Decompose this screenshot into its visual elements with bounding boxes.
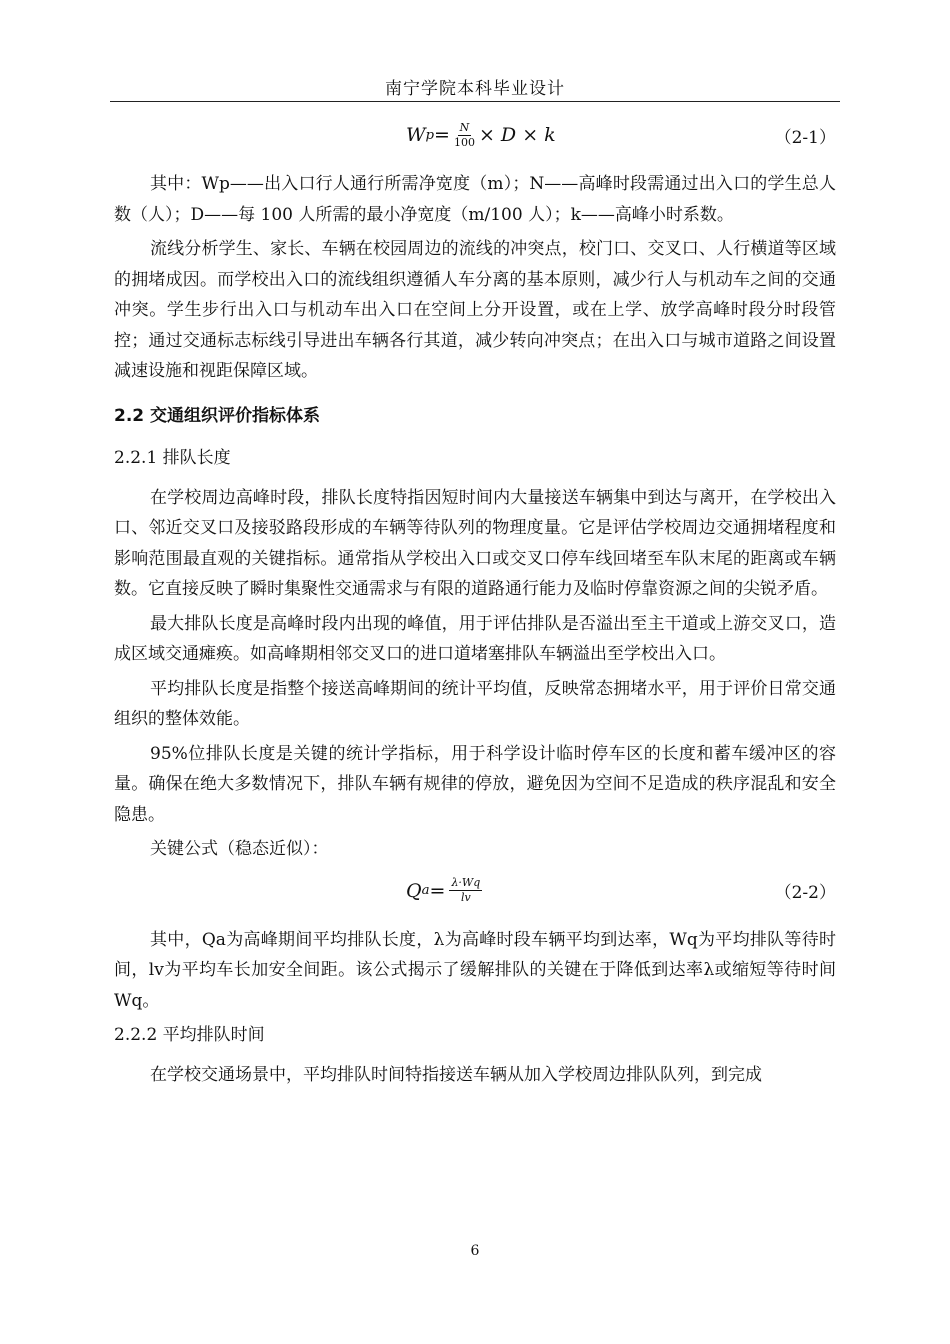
- eq2-denominator: lv: [460, 891, 471, 904]
- equation-2-1-number: （2-1）: [774, 127, 836, 148]
- eq1-lhs: W: [406, 124, 426, 146]
- page-header: 南宁学院本科毕业设计: [385, 79, 565, 99]
- paragraph-95-queue: 95%位排队长度是关键的统计学指标，用于科学设计临时停车区的长度和蓄车缓冲区的容量。确保在绝大多数情况下，排队车辆有规律的停放，避免因为空间不足造成的秩序混乱和安全隐患。: [114, 743, 836, 825]
- subsection-heading-2-2-1: 2.2.1 排队长度: [114, 447, 231, 468]
- eq2-lhs-sub: a: [421, 883, 430, 898]
- equation-2-1-formula: [406, 113, 556, 157]
- eq2-fraction: [449, 876, 482, 905]
- eq1-equals: =: [434, 124, 450, 146]
- equation-2-2-number: （2-2）: [774, 883, 836, 903]
- paragraph-max-queue: 最大排队长度是高峰时段内出现的峰值，用于评估排队是否溢出至主干道或上游交叉口，造成区域交通瘫痪。如高峰期相邻交叉口的进口道堵塞排队车辆溢出至学校出入口。: [114, 613, 836, 664]
- paragraph-definitions-2-2: 其中，Qa为高峰期间平均排队长度，λ为高峰时段车辆平均到达率，Wq为平均排队等待时间，lv为平均车长加安全间距。该公式揭示了缓解排队的关键在于降低到达率λ或缩短等待时间Wq。: [114, 929, 836, 1011]
- eq1-numerator: N: [459, 120, 470, 134]
- equation-2-2-formula: [406, 869, 486, 913]
- eq2-lhs: Q: [406, 879, 422, 902]
- paragraph-avg-queue: 平均排队长度是指整个接送高峰期间的统计平均值，反映常态拥堵水平，用于评价日常交通组织的整体效能。: [114, 678, 836, 729]
- section-heading-2-2: 2.2 交通组织评价指标体系: [114, 405, 321, 426]
- page-number: 6: [470, 1243, 480, 1259]
- eq1-rest: × D × k: [478, 124, 556, 146]
- paragraph-avg-queue-time: 在学校交通场景中，平均排队时间特指接送车辆从加入学校周边排队队列，到完成: [150, 1065, 762, 1085]
- eq1-lhs-sub: p: [425, 127, 435, 143]
- subsection-heading-2-2-2: 2.2.2 平均排队时间: [114, 1025, 265, 1045]
- eq1-denominator: 100: [453, 135, 475, 149]
- paragraph-key-formula: 关键公式（稳态近似）：: [150, 839, 329, 859]
- equation-2-2: [114, 869, 836, 913]
- eq1-fraction: [454, 121, 475, 150]
- paragraph-queue-length: 在学校周边高峰时段，排队长度特指因短时间内大量接送车辆集中到达与离开，在学校出入口、邻近交叉口及接驳路段形成的车辆等待队列的物理度量。它是评估学校周边交通拥堵程度和影响范围最直观的关键指标。通常指从学校出入口或交叉口停车线回堵至车队末尾的距离或车辆数。它直接反映了瞬时集聚性交通需求与有限的道路通行能力及临时停靠资源之间的尖锐矛盾。: [114, 487, 836, 599]
- paragraph-definitions-2-1: 其中：Wp——出入口行人通行所需净宽度（m）；N——高峰时段需通过出入口的学生总人数（人）；D——每 100 人所需的最小净宽度（m/100 人）；k——高峰小时系数。: [114, 174, 836, 225]
- page-content: [114, 113, 836, 1095]
- eq2-equals: =: [429, 879, 446, 902]
- paragraph-flow-analysis: 流线分析学生、家长、车辆在校园周边的流线的冲突点，校门口、交叉口、人行横道等区域的拥堵成因。而学校出入口的流线组织遵循人车分离的基本原则，减少行人与机动车之间的交通冲突。学生步行出入口与机动车出入口在空间上分开设置，或在上学、放学高峰时段分时段管控；通过交通标志标线引导进出车辆各行其道，减少转向冲突点；在出入口与城市道路之间设置减速设施和视距保障区域。: [114, 239, 836, 381]
- eq2-numerator: λ·Wq: [451, 876, 481, 889]
- equation-2-1: [114, 113, 836, 157]
- header-rule: [110, 101, 840, 102]
